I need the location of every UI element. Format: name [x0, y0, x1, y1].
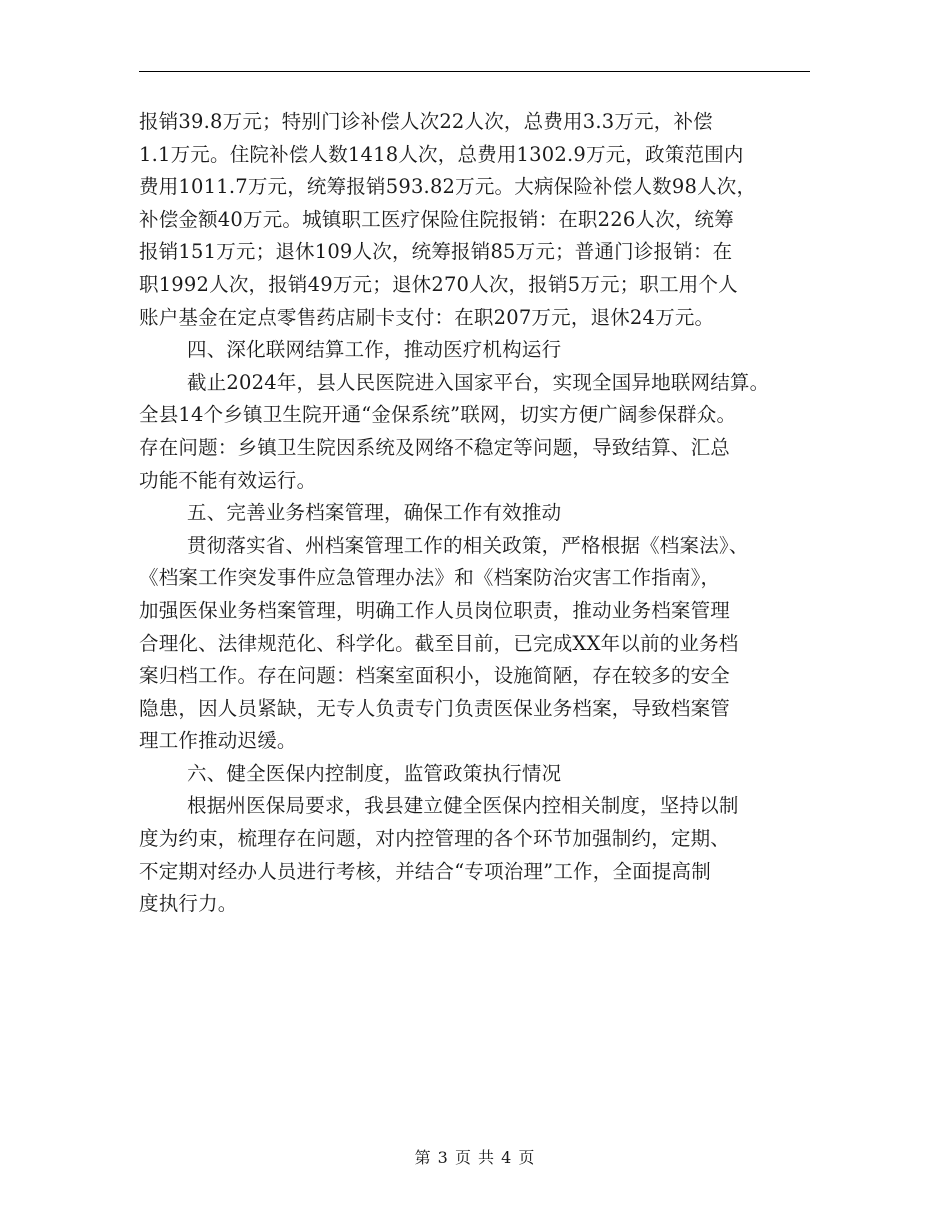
paragraph-line: 隐患，因人员紧缺，无专人负责专门负责医保业务档案，导致档案管 — [139, 696, 731, 720]
paragraph-line: 补偿金额40万元。城镇职工医疗保险住院报销：在职226人次，统筹 — [139, 207, 734, 231]
paragraph-line: 报销39.8万元；特别门诊补偿人次22人次，总费用3.3万元，补偿 — [139, 110, 713, 133]
paragraph-line: 贯彻落实省、州档案管理工作的相关政策，严格根据《档案法》、 — [187, 533, 749, 557]
paragraph-line: 存在问题：乡镇卫生院因系统及网络不稳定等问题，导致结算、汇总 — [139, 435, 731, 459]
paragraph-line: 账户基金在定点零售药店刷卡支付：在职207万元，退休24万元。 — [139, 305, 715, 329]
page-number: 第 3 页 共 4 页 — [414, 1148, 536, 1167]
paragraph-line: 度为约束，梳理存在问题，对内控管理的各个环节加强制约，定期、 — [139, 827, 731, 851]
paragraph-line: 案归档工作。存在问题：档案室面积小，设施简陋，存在较多的安全 — [139, 664, 731, 688]
paragraph-line: 《档案工作突发事件应急管理办法》和《档案防治灾害工作指南》， — [139, 566, 721, 590]
paragraph-line: 报销151万元；退休109人次，统筹报销85万元；普通门诊报销：在 — [139, 240, 733, 264]
document-body — [139, 106, 839, 921]
paragraph-line: 功能不能有效运行。 — [139, 468, 317, 492]
paragraph-line: 四、深化联网结算工作，推动医疗机构运行 — [187, 338, 562, 362]
paragraph-line: 理工作推动迟缓。 — [139, 729, 297, 753]
paragraph-line: 全县14个乡镇卫生院开通“金保系统”联网，切实方便广阔参保群众。 — [139, 403, 737, 427]
paragraph-line: 不定期对经办人员进行考核，并结合“专项治理”工作，全面提高制 — [139, 859, 711, 883]
paragraph-line: 截止2024年，县人民医院进入国家平台，实现全国异地联网结算。 — [187, 370, 770, 394]
header-rule — [139, 71, 810, 72]
paragraph-line: 度执行力。 — [139, 892, 238, 916]
paragraph-line: 根据州医保局要求，我县建立健全医保内控相关制度，坚持以制 — [187, 794, 739, 818]
paragraph-line: 费用1011.7万元，统筹报销593.82万元。大病保险补偿人数98人次， — [139, 175, 757, 199]
paragraph-line: 合理化、法律规范化、科学化。截至目前，已完成XX年以前的业务档 — [139, 631, 739, 655]
paragraph-line: 五、完善业务档案管理，确保工作有效推动 — [187, 501, 562, 525]
paragraph-line: 六、健全医保内控制度，监管政策执行情况 — [187, 761, 562, 785]
paragraph-line: 加强医保业务档案管理，明确工作人员岗位职责，推动业务档案管理 — [139, 598, 731, 622]
paragraph-line: 职1992人次，报销49万元；退休270人次，报销5万元；职工用个人 — [139, 272, 738, 296]
paragraph-line: 1.1万元。住院补偿人数1418人次，总费用1302.9万元，政策范围内 — [139, 142, 744, 166]
